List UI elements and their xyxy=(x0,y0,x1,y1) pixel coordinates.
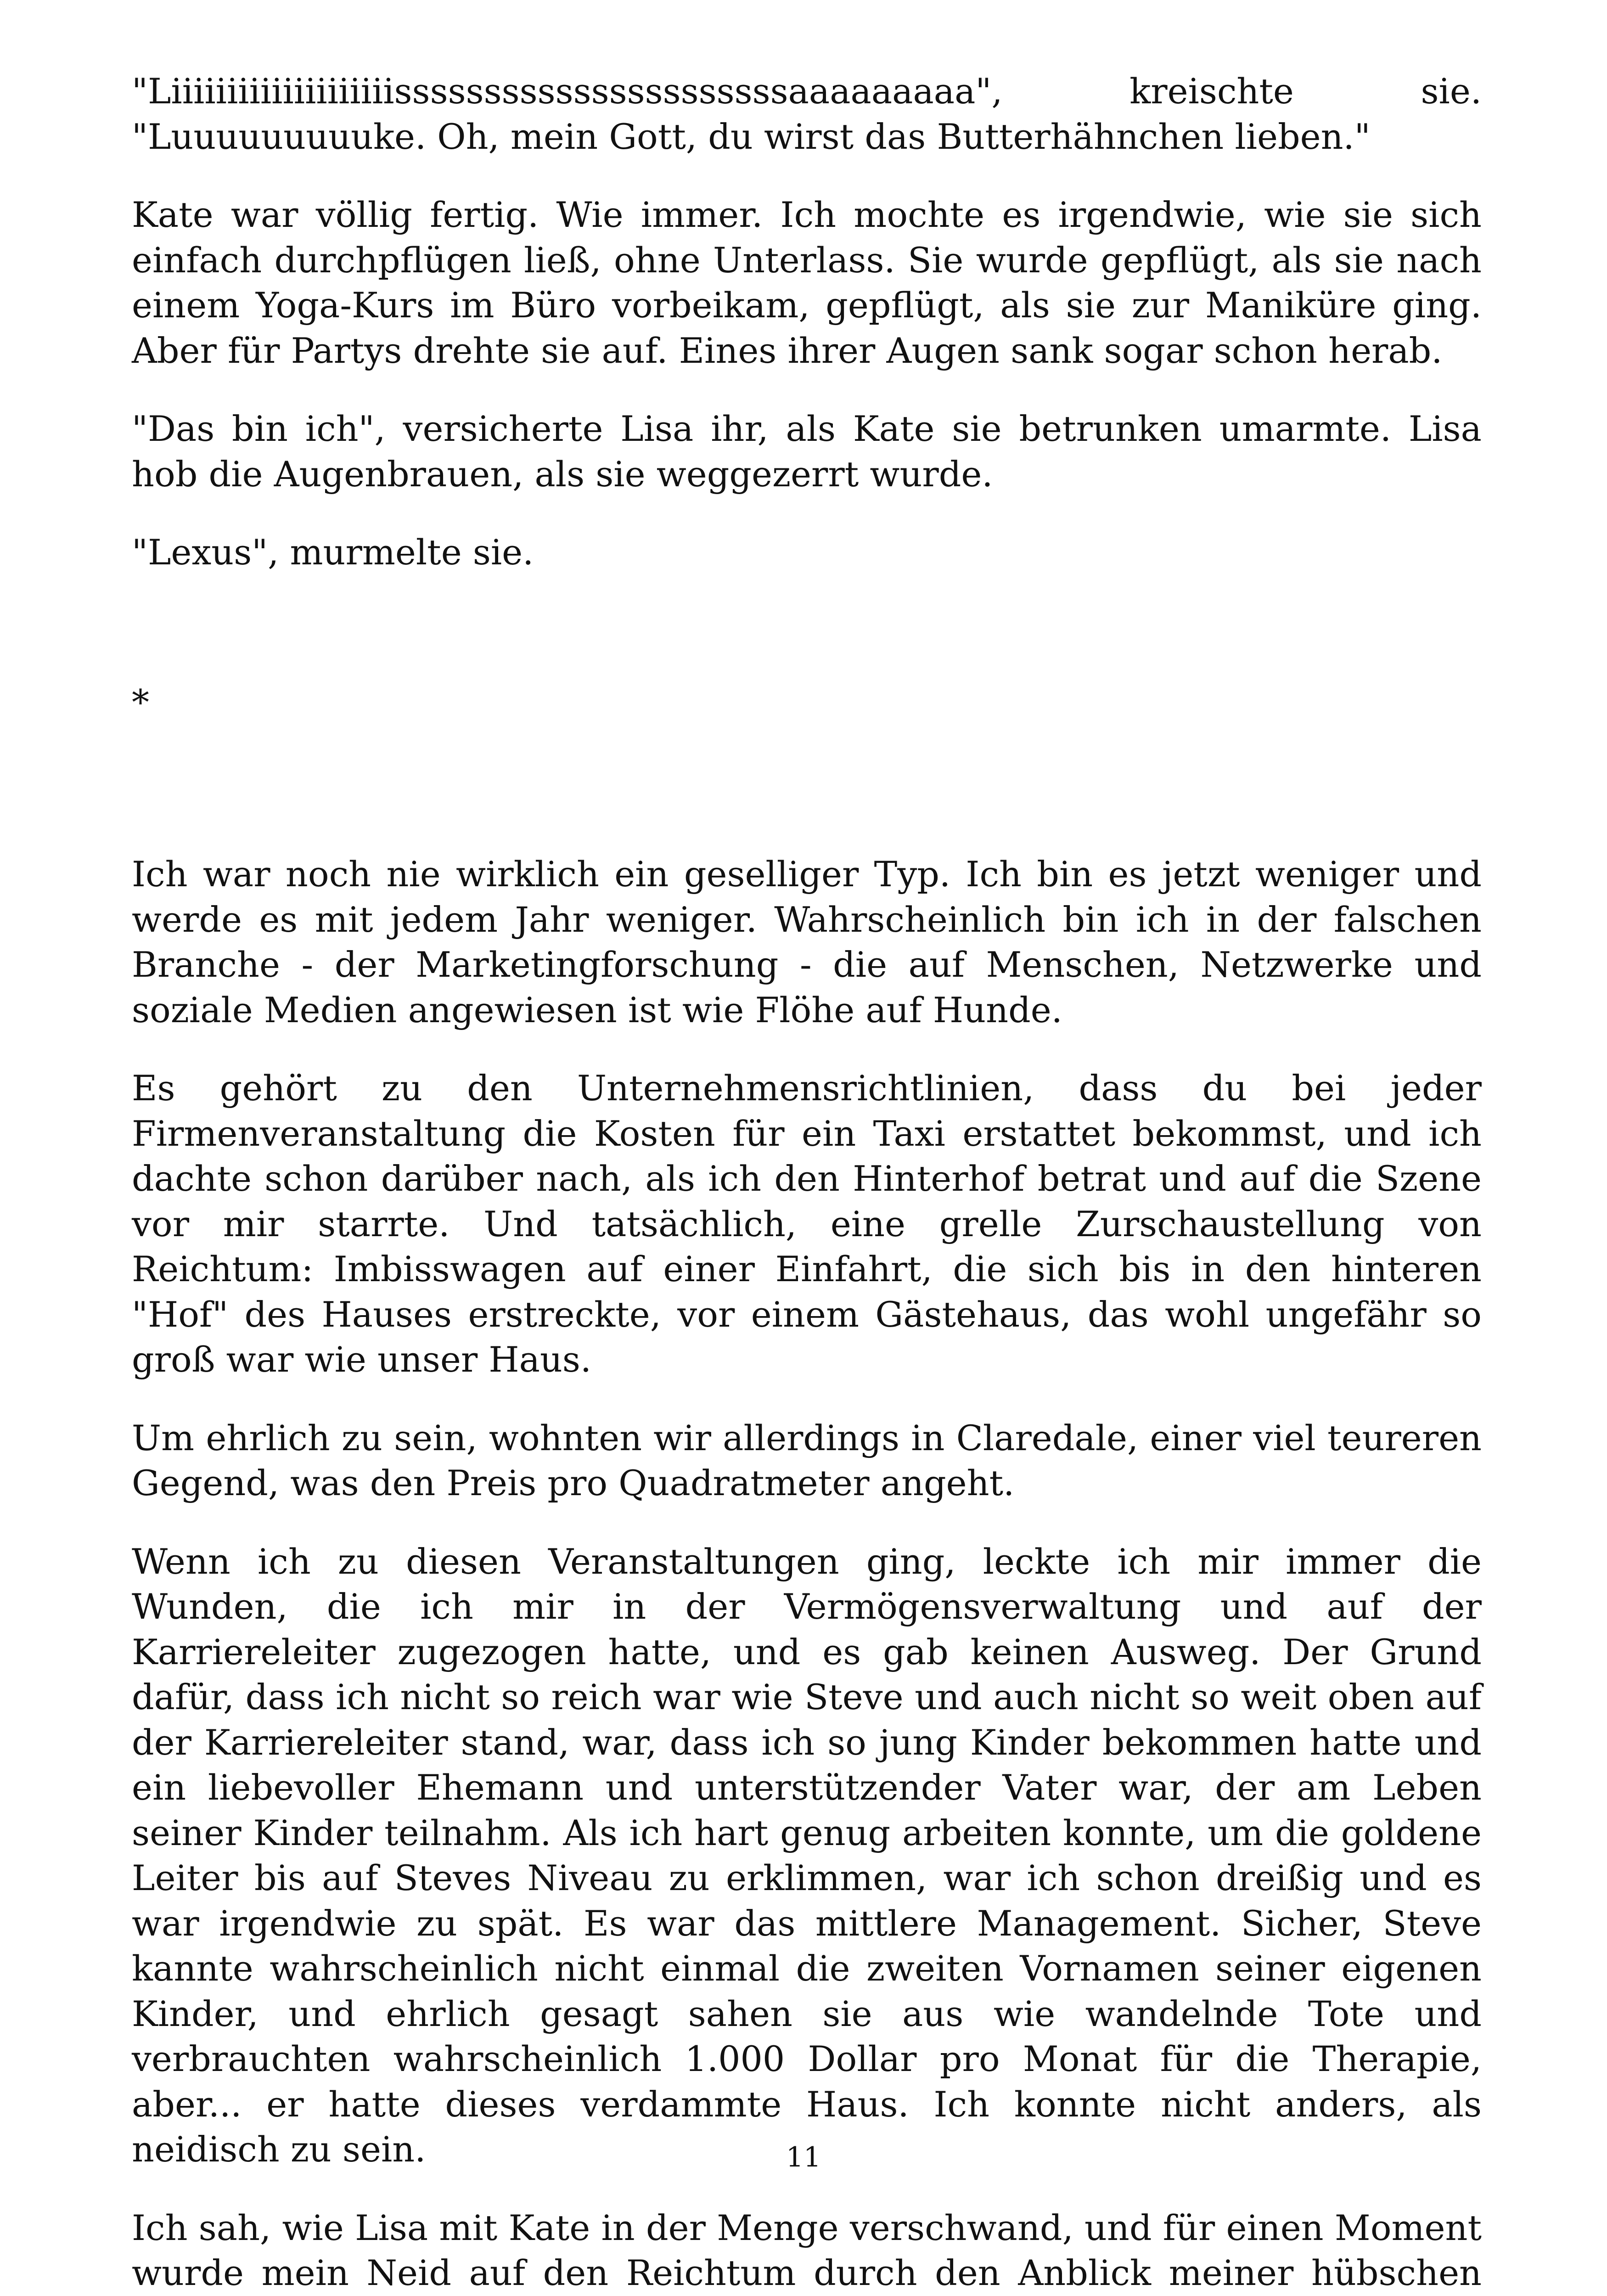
paragraph-company-taxi: Es gehört zu den Unternehmensrichtlinien, dass du bei jeder Firmenveranstaltung die Kosten für ein Taxi erstattet bekommst, und ich dachte schon darüber nach, als ich den Hinterhof betrat und auf die Szene vor mir starrte. Und tatsächlich, eine grelle Zurschaustellung von Reichtum: Imbisswagen auf einer Einfahrt, die sich bis in den hinteren "Hof" des Hauses erstreckte, vor einem Gästehaus, das wohl ungefähr so groß war wie unser Haus. xyxy=(132,1066,1482,1383)
paragraph-kate-drunk: Kate war völlig fertig. Wie immer. Ich mochte es irgendwie, wie sie sich einfach durchpflügen ließ, ohne Unterlass. Sie wurde gepflügt, als sie nach einem Yoga-Kurs im Büro vorbeikam, gepflügt, als sie zur Maniküre ging. Aber für Partys drehte sie auf. Eines ihrer Augen sank sogar schon herab. xyxy=(132,192,1482,373)
paragraph-lexus: "Lexus", murmelte sie. xyxy=(132,530,1482,575)
paragraph-lisa-vanishes: Ich sah, wie Lisa mit Kate in der Menge verschwand, und für einen Moment wurde mein Neid auf den Reichtum durch den Anblick meiner hübschen xyxy=(132,2206,1482,2296)
paragraph-claredale: Um ehrlich zu sein, wohnten wir allerdings in Claredale, einer viel teureren Gegend, was den Preis pro Quadratmeter angeht. xyxy=(132,1416,1482,1506)
page-number: 11 xyxy=(0,2139,1607,2176)
section-separator: * xyxy=(132,680,1482,726)
paragraph-lisa-hug: "Das bin ich", versicherte Lisa ihr, als Kate sie betrunken umarmte. Lisa hob die Augenbrauen, als sie weggezerrt wurde. xyxy=(132,406,1482,497)
page-body xyxy=(132,69,1482,2296)
paragraph-kate-shout: "Liiiiiiiiiiiiiiiiiiiissssssssssssssssssssssaaaaaaaaa", kreischte sie. "Luuuuuuuuuke. Oh, mein Gott, du wirst das Butterhähnchen lieben." xyxy=(132,69,1482,159)
paragraph-envy-steve: Wenn ich zu diesen Veranstaltungen ging, leckte ich mir immer die Wunden, die ich mir in der Vermögensverwaltung und auf der Karriereleiter zugezogen hatte, und es gab keinen Ausweg. Der Grund dafür, dass ich nicht so reich war wie Steve und auch nicht so weit oben auf der Karriereleiter stand, war, dass ich so jung Kinder bekommen hatte und ein liebevoller Ehemann und unterstützender Vater war, der am Leben seiner Kinder teilnahm. Als ich hart genug arbeiten konnte, um die goldene Leiter bis auf Steves Niveau zu erklimmen, war ich schon dreißig und es war irgendwie zu spät. Es war das mittlere Management. Sicher, Steve kannte wahrscheinlich nicht einmal die zweiten Vornamen seiner eigenen Kinder, und ehrlich gesagt sahen sie aus wie wandelnde Tote und verbrauchten wahrscheinlich 1.000 Dollar pro Monat für die Therapie, aber... er hatte dieses verdammte Haus. Ich konnte nicht anders, als neidisch zu sein. xyxy=(132,1539,1482,2172)
paragraph-not-social: Ich war noch nie wirklich ein geselliger Typ. Ich bin es jetzt weniger und werde es mit jedem Jahr weniger. Wahrscheinlich bin ich in der falschen Branche - der Marketingforschung - die auf Menschen, Netzwerke und soziale Medien angewiesen ist wie Flöhe auf Hunde. xyxy=(132,852,1482,1033)
